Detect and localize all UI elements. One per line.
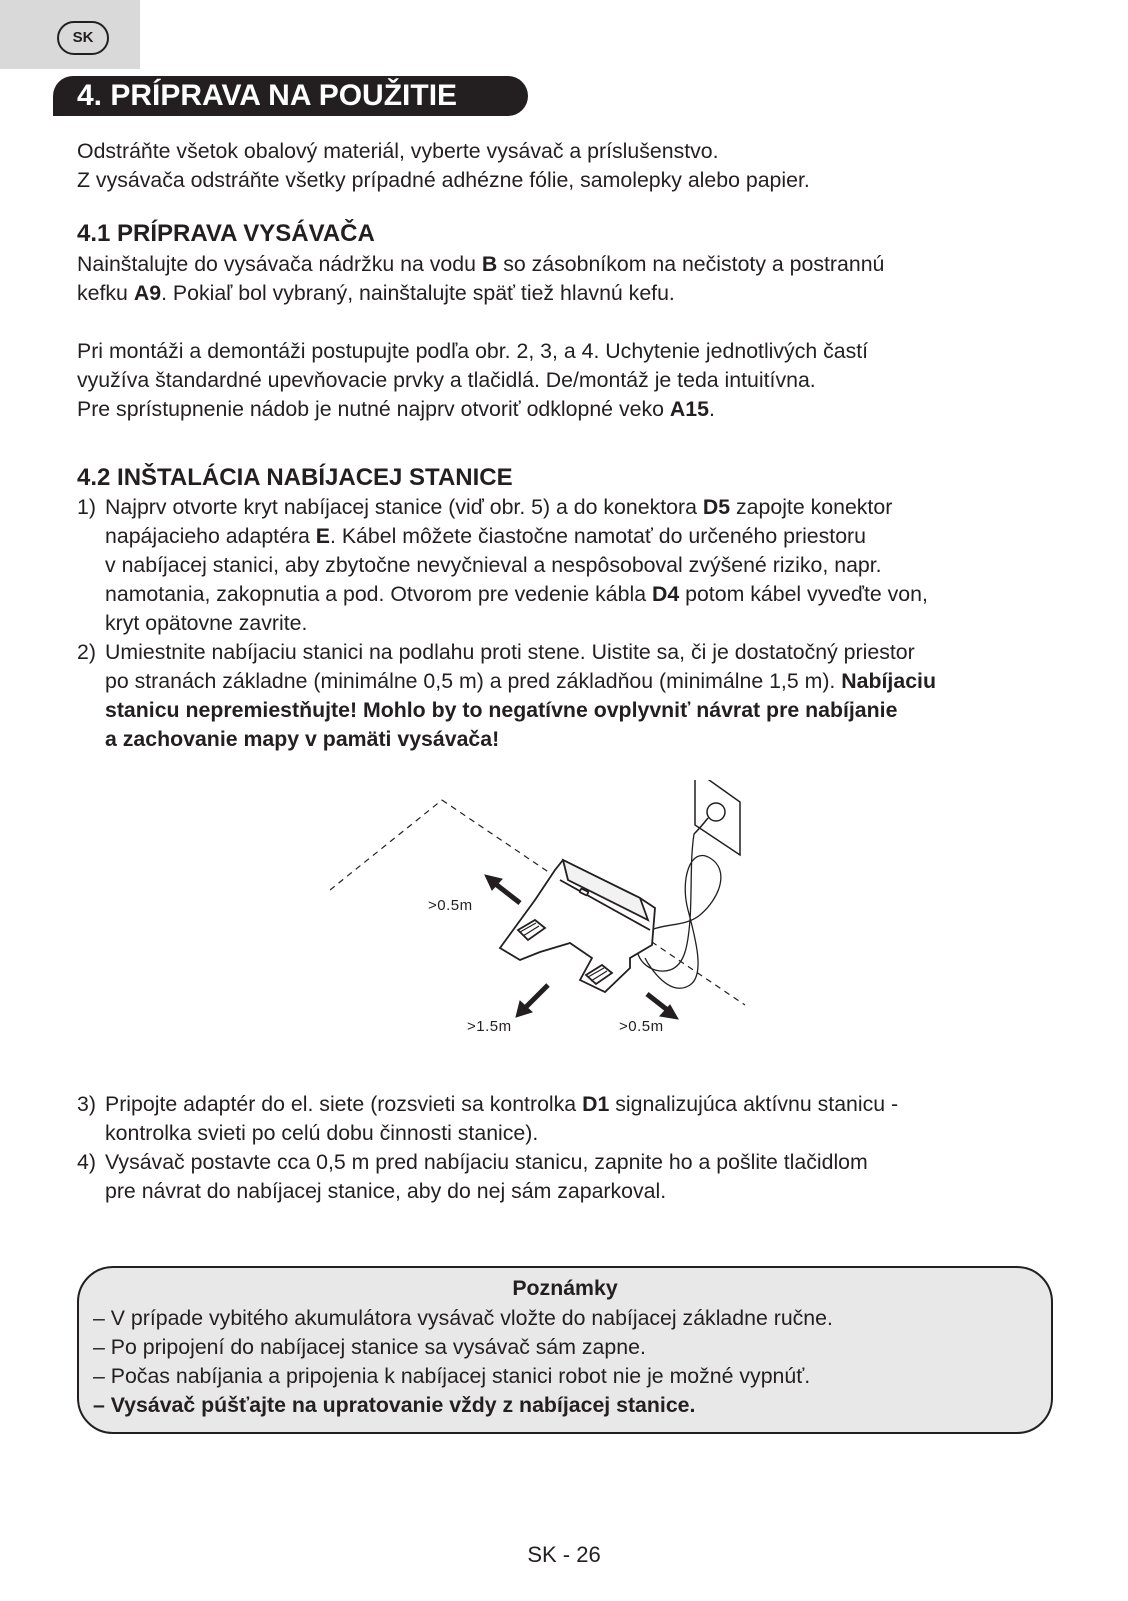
label-side-clearance-left: >0.5m [428, 897, 473, 914]
s41-line-5: Pre sprístupnenie nádob je nutné najprv otvoriť odklopné veko A15. [77, 397, 715, 421]
label-front-clearance: >1.5m [467, 1018, 512, 1035]
station-body [500, 860, 655, 992]
item2-line-2: po stranách základne (minimálne 0,5 m) a pred základňou (minimálne 1,5 m). Nabíjaciu [105, 669, 936, 693]
list-number-3: 3) [77, 1092, 96, 1116]
item4-line-2: pre návrat do nabíjacej stanice, aby do nej sám zaparkoval. [105, 1179, 667, 1203]
item1-line-4: namotania, zakopnutia a pod. Otvorom pre vedenie kábla D4 potom kábel vyveďte von, [105, 582, 928, 606]
note-1: – V prípade vybitého akumulátora vysávač vložte do nabíjacej základne ručne. [93, 1306, 833, 1330]
list-number-2: 2) [77, 640, 96, 664]
list-number-4: 4) [77, 1150, 96, 1174]
heading-4-2: 4.2 INŠTALÁCIA NABÍJACEJ STANICE [77, 464, 513, 491]
item3-line-1: Pripojte adaptér do el. siete (rozsvieti sa kontrolka D1 signalizujúca aktívnu stanicu - [105, 1092, 899, 1116]
item1-line-2: napájacieho adaptéra E. Kábel môžete čiastočne namotať do určeného priestoru [105, 524, 866, 548]
arrow-front-icon [525, 985, 548, 1008]
s41-line-1: Nainštalujte do vysávača nádržku na vodu B so zásobníkom na nečistoty a postrannú [77, 252, 885, 276]
s41-line-3: Pri montáži a demontáži postupujte podľa obr. 2, 3, a 4. Uchytenie jednotlivých častí [77, 339, 869, 363]
intro-line-1: Odstráňte všetok obalový materiál, vyberte vysávač a príslušenstvo. [77, 139, 719, 163]
page-number: SK - 26 [527, 1542, 601, 1567]
label-side-clearance-right: >0.5m [619, 1018, 664, 1035]
item1-line-5: kryt opätovne zavrite. [105, 611, 308, 635]
note-4: – Vysávač púšťajte na upratovanie vždy z nabíjacej stanice. [93, 1393, 696, 1417]
item2-line-4: a zachovanie mapy v pamäti vysávača! [105, 727, 500, 751]
s41-line-4: využíva štandardné upevňovacie prvky a tlačidlá. De/montáž je teda intuitívna. [77, 368, 816, 392]
item2-line-3: stanicu nepremiestňujte! Mohlo by to negatívne ovplyvniť návrat pre nabíjanie [105, 698, 898, 722]
note-3: – Počas nabíjania a pripojenia k nabíjacej stanici robot nie je možné vypnúť. [93, 1364, 811, 1388]
language-badge: SK [57, 21, 109, 55]
heading-4-1: 4.1 PRÍPRAVA VYSÁVAČA [77, 220, 375, 247]
notes-box [77, 1266, 1053, 1434]
item1-line-1: Najprv otvorte kryt nabíjacej stanice (viď obr. 5) a do konektora D5 zapojte konektor [105, 495, 893, 519]
station-illustration [330, 780, 770, 1060]
wall-line-left [330, 800, 442, 890]
section-title: 4. PRÍPRAVA NA POUŽITIE [53, 76, 528, 116]
item3-line-2: kontrolka svieti po celú dobu činnosti stanice). [105, 1121, 539, 1145]
item1-line-3: v nabíjacej stanici, aby zbytočne nevyčnieval a nespôsoboval zvýšené riziko, napr. [105, 553, 882, 577]
wall-socket-icon [694, 780, 740, 855]
s41-line-2: kefku A9. Pokiaľ bol vybraný, nainštalujte späť tiež hlavnú kefu. [77, 281, 675, 305]
note-2: – Po pripojení do nabíjacej stanice sa vysávač sám zapne. [93, 1335, 646, 1359]
item4-line-1: Vysávač postavte cca 0,5 m pred nabíjaciu stanicu, zapnite ho a pošlite tlačidlom [105, 1150, 868, 1174]
item2-line-1: Umiestnite nabíjaciu stanici na podlahu proti stene. Uistite sa, či je dostatočný priestor [105, 640, 915, 664]
charging-station-figure [330, 780, 770, 1060]
intro-line-2: Z vysávača odstráňte všetky prípadné adhézne fólie, samolepky alebo papier. [77, 168, 810, 192]
list-number-1: 1) [77, 495, 96, 519]
notes-title: Poznámky [512, 1276, 618, 1300]
